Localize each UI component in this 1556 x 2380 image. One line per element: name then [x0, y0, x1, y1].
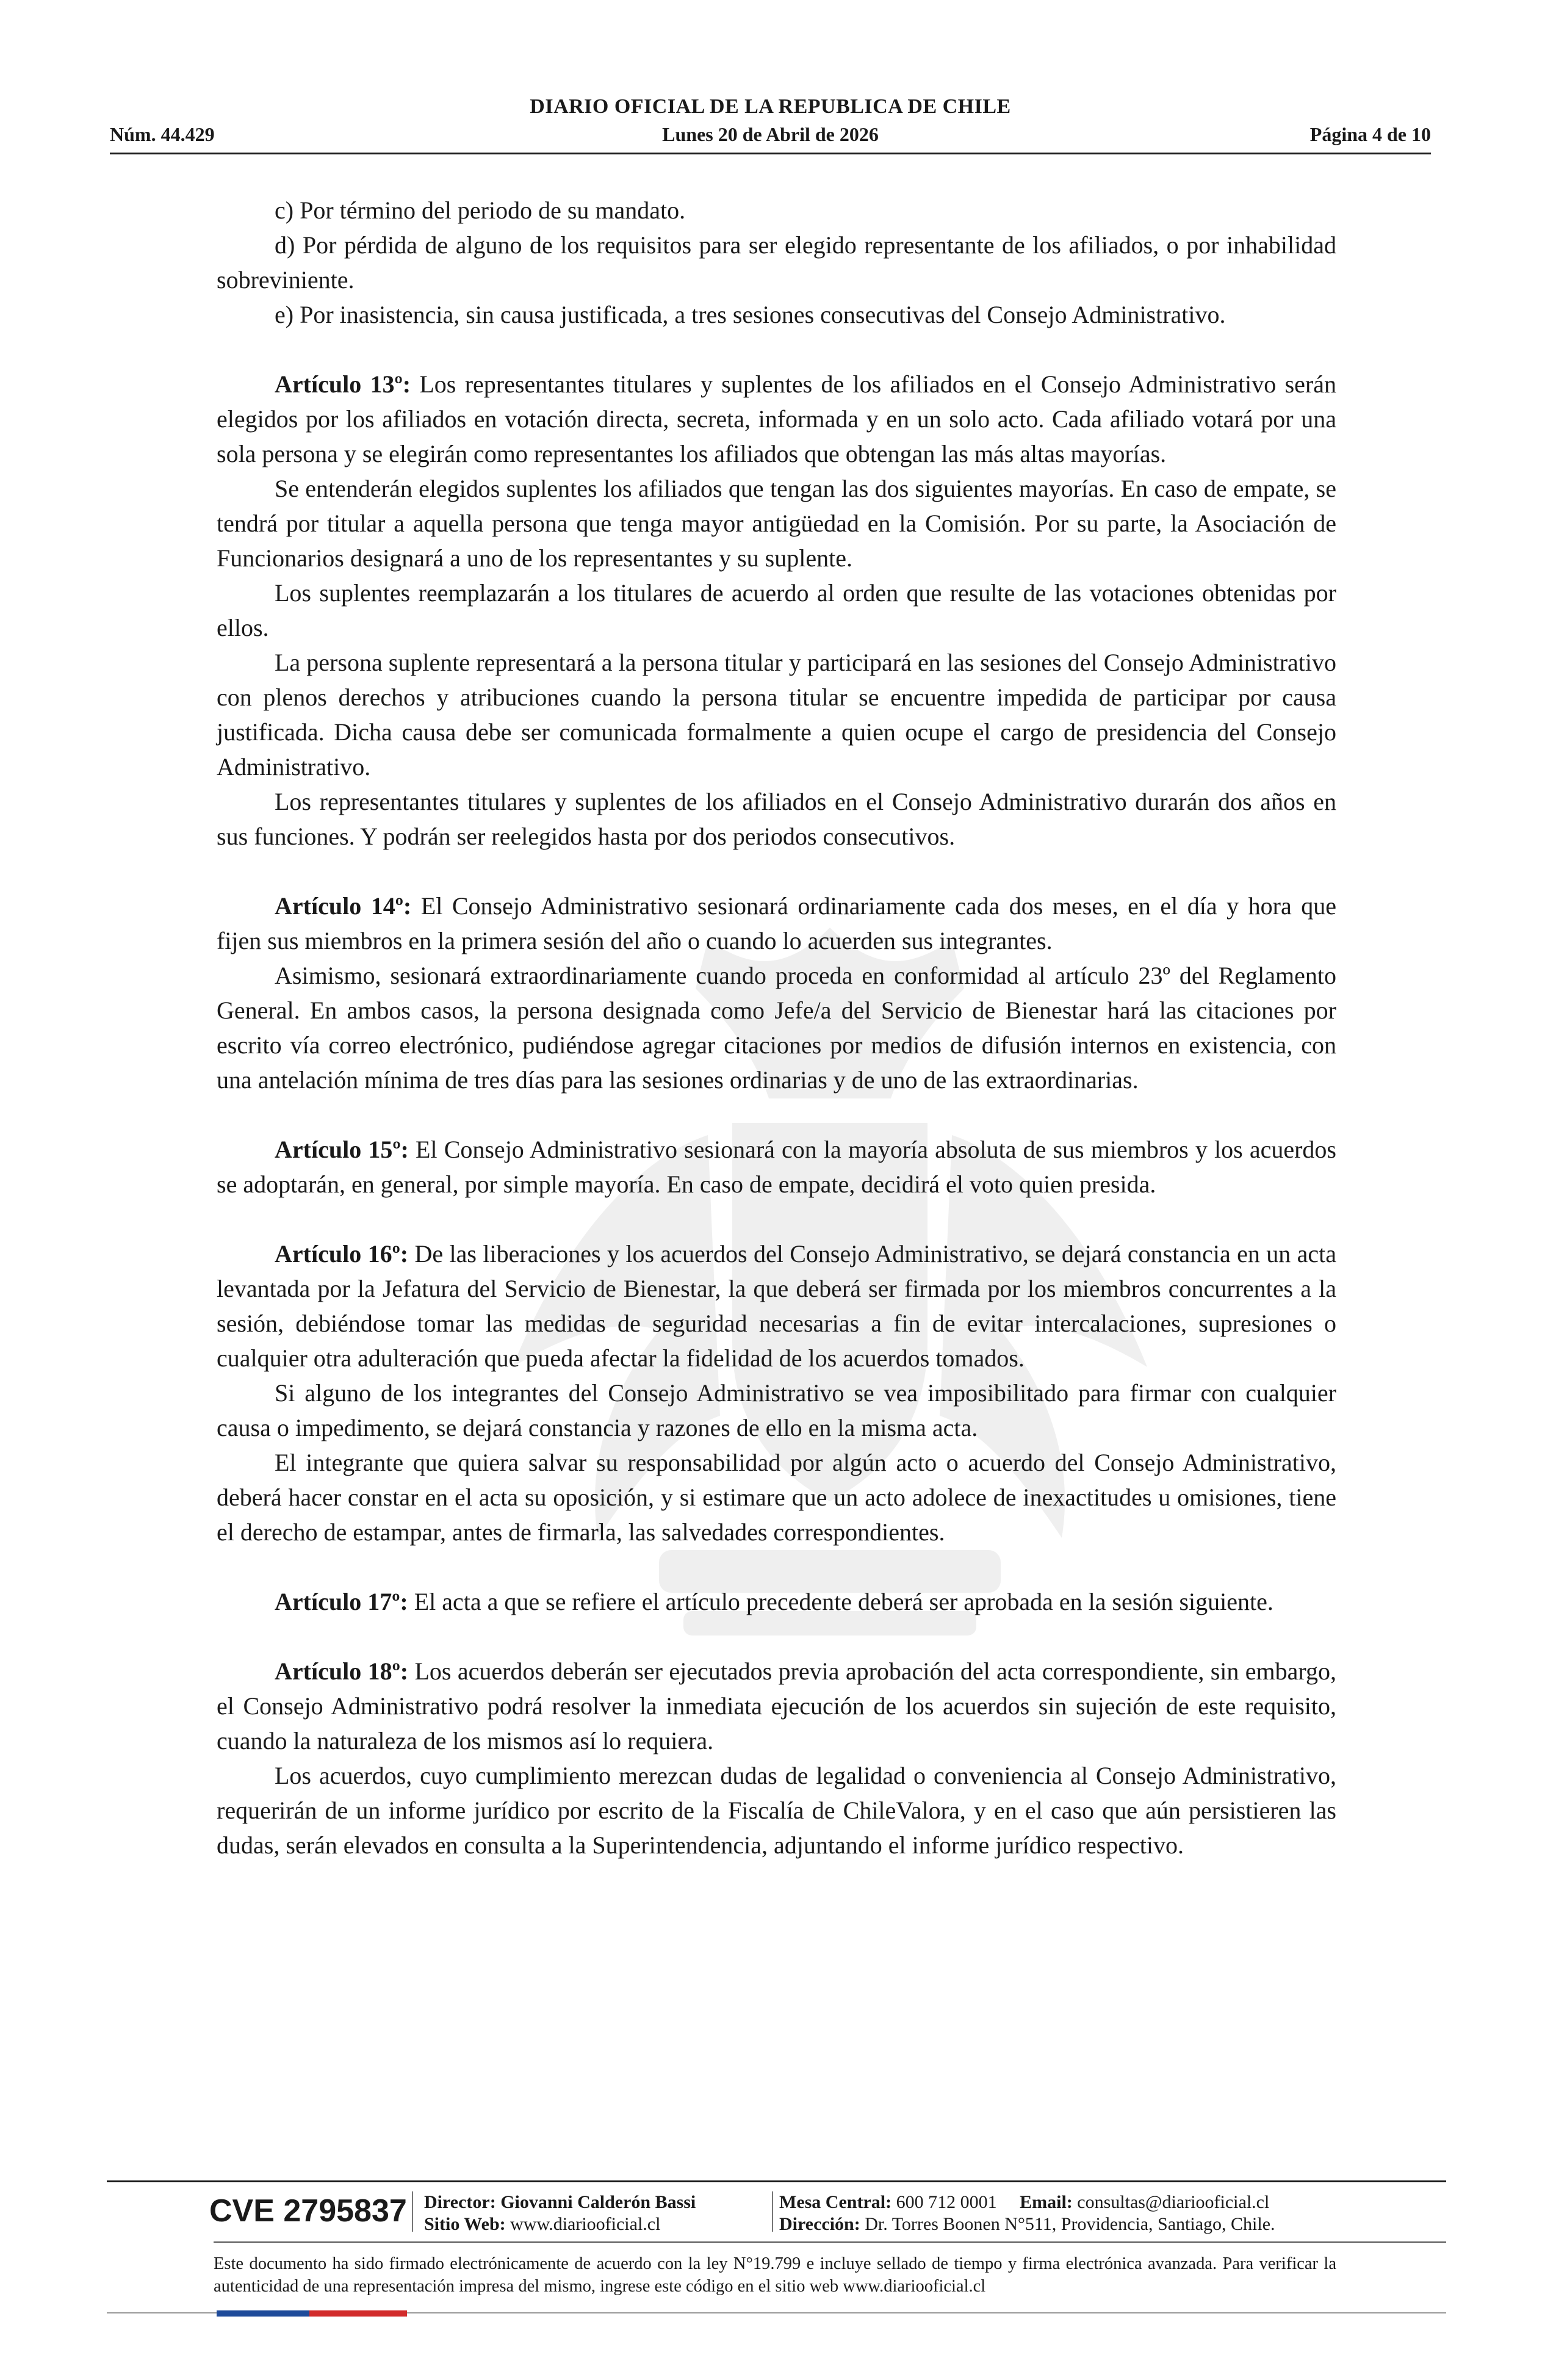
director-name: Giovanni Calderón Bassi	[500, 2192, 696, 2212]
document-body	[217, 193, 1336, 1863]
article-heading: Artículo 17º:	[275, 1588, 408, 1615]
article-heading: Artículo 13º:	[275, 370, 411, 398]
address-label: Dirección:	[779, 2214, 860, 2234]
paragraph: Si alguno de los integrantes del Consejo Administrativo se vea imposibilitado para firmar con cualquier causa o impedimento, se dejará constancia y razones de ello en la misma acta.	[217, 1379, 1336, 1441]
director-info	[424, 2191, 696, 2235]
paragraph: Se entenderán elegidos suplentes los afiliados que tengan las dos siguientes mayorías. En caso de empate, se tendrá por titular a aquella persona que tenga mayor antigüedad en la Comisión. Por su parte, la Asociación de Funcionarios designará a uno de los representantes y su suplente.	[217, 475, 1336, 572]
article-17	[217, 1584, 1336, 1619]
article-text: El acta a que se refiere el artículo precedente deberá ser aprobada en la sesión siguiente.	[414, 1588, 1273, 1615]
page-indicator: Página 4 de 10	[1309, 123, 1431, 145]
paragraph: Asimismo, sesionará extraordinariamente cuando proceda en conformidad al artículo 23º del Reglamento General. En ambos casos, la persona designada como Jefe/a del Servicio de Bienestar hará las citaciones por escrito vía correo electrónico, pudiéndose agregar citaciones por medios de difusión internos en existencia, con una antelación mínima de tres días para las sesiones ordinarias y de uno de las extraordinarias.	[217, 962, 1336, 1094]
article-16	[217, 1236, 1336, 1376]
article-13	[217, 367, 1336, 471]
publication-title: DIARIO OFICIAL DE LA REPUBLICA DE CHILE	[530, 95, 1011, 118]
article-text: Los representantes titulares y suplentes de los afiliados en el Consejo Administrativo serán elegidos por los afiliados en votación directa, secreta, informada y en un solo acto. Cada afiliado votará por una sola persona y se elegirán como representantes los afiliados que obtengan las más altas mayorías.	[217, 370, 1337, 467]
phone-label: Mesa Central:	[779, 2192, 892, 2212]
paragraph: c) Por término del periodo de su mandato.	[275, 197, 686, 224]
site-label: Sitio Web:	[424, 2214, 506, 2234]
article-heading: Artículo 14º:	[275, 892, 412, 920]
issue-date: Lunes 20 de Abril de 2026	[662, 123, 879, 145]
email-link[interactable]: consultas@diariooficial.cl	[1077, 2192, 1270, 2212]
article-text: De las liberaciones y los acuerdos del Consejo Administrativo, se dejará constancia en un acta levantada por la Jefatura del Servicio de Bienestar, la que deberá ser firmada por los miembros concurrentes a la sesión, debiéndose tomar las medidas de seguridad necesarias a fin de evitar intercalaciones, supresiones o cualquier otra adulteración que pueda afectar la fidelidad de los acuerdos tomados.	[217, 1240, 1337, 1372]
article-15	[217, 1132, 1336, 1202]
footer-mid-rule	[214, 2241, 1446, 2243]
article-14	[217, 889, 1336, 958]
paragraph: d) Por pérdida de alguno de los requisitos para ser elegido representante de los afiliados, o por inhabilidad sobreviniente.	[217, 231, 1336, 294]
legal-notice: Este documento ha sido firmado electrónicamente de acuerdo con la ley N°19.799 e incluye sellado de tiempo y firma electrónica avanzada. Para verificar la autenticidad de una representación impresa del mismo, ingrese este código en el sitio web www.diariooficial.cl	[214, 2254, 1336, 2296]
paragraph: La persona suplente representará a la persona titular y participará en las sesiones del Consejo Administrativo con plenos derechos y atribuciones cuando la persona titular se encuentre impedida de participar por causa justificada. Dicha causa debe ser comunicada formalmente a quien ocupe el cargo de presidencia del Consejo Administrativo.	[217, 649, 1336, 781]
article-text: Los acuerdos deberán ser ejecutados previa aprobación del acta correspondiente, sin embargo, el Consejo Administrativo podrá resolver la inmediata ejecución de los acuerdos sin sujeción de este requisito, cuando la naturaleza de los mismos así lo requiera.	[217, 1657, 1336, 1754]
article-18	[217, 1654, 1336, 1758]
article-heading: Artículo 15º:	[275, 1136, 409, 1163]
issue-number: Núm. 44.429	[110, 123, 215, 145]
director-label: Director:	[424, 2192, 496, 2212]
paragraph: e) Por inasistencia, sin causa justificada, a tres sesiones consecutivas del Consejo Administrativo.	[275, 301, 1226, 328]
address-text: Dr. Torres Boonen N°511, Providencia, Santiago, Chile.	[865, 2214, 1275, 2234]
email-label: Email:	[1020, 2192, 1073, 2212]
paragraph: Los suplentes reemplazarán a los titulares de acuerdo al orden que resulte de las votaciones obtenidas por ellos.	[217, 579, 1336, 641]
site-link[interactable]: www.diariooficial.cl	[510, 2214, 661, 2234]
footer-divider	[412, 2191, 413, 2232]
cve-code: CVE 2795837	[209, 2193, 407, 2229]
article-heading: Artículo 18º:	[275, 1657, 409, 1685]
phone-number: 600 712 0001	[896, 2192, 997, 2212]
flag-stripe-red	[309, 2310, 407, 2317]
paragraph: Los representantes titulares y suplentes de los afiliados en el Consejo Administrativo durarán dos años en sus funciones. Y podrán ser reelegidos hasta por dos periodos consecutivos.	[217, 788, 1336, 850]
contact-info	[779, 2191, 1275, 2235]
article-text: El Consejo Administrativo sesionará ordinariamente cada dos meses, en el día y hora que fijen sus miembros en la primera sesión del año o cuando lo acuerden sus integrantes.	[217, 892, 1337, 954]
header-rule	[110, 153, 1431, 154]
footer-rule	[107, 2180, 1446, 2182]
article-heading: Artículo 16º:	[275, 1240, 409, 1268]
article-text: El Consejo Administrativo sesionará con la mayoría absoluta de sus miembros y los acuerdos se adoptarán, en general, por simple mayoría. En caso de empate, decidirá el voto quien presida.	[217, 1136, 1336, 1198]
footer-divider	[772, 2191, 773, 2232]
page-header	[110, 92, 1431, 159]
page-footer	[107, 2180, 1446, 2333]
flag-stripe-blue	[217, 2310, 309, 2317]
paragraph: Los acuerdos, cuyo cumplimiento merezcan dudas de legalidad o conveniencia al Consejo Administrativo, requerirán de un informe jurídico por escrito de la Fiscalía de ChileValora, y en el caso que aún persistieren las dudas, serán elevados en consulta a la Superintendencia, adjuntando el informe jurídico respectivo.	[217, 1762, 1336, 1859]
paragraph: El integrante que quiera salvar su responsabilidad por algún acto o acuerdo del Consejo Administrativo, deberá hacer constar en el acta su oposición, y si estimare que un acto adolece de inexactitudes u omisiones, tiene el derecho de estampar, antes de firmarla, las salvedades correspondientes.	[217, 1449, 1336, 1546]
